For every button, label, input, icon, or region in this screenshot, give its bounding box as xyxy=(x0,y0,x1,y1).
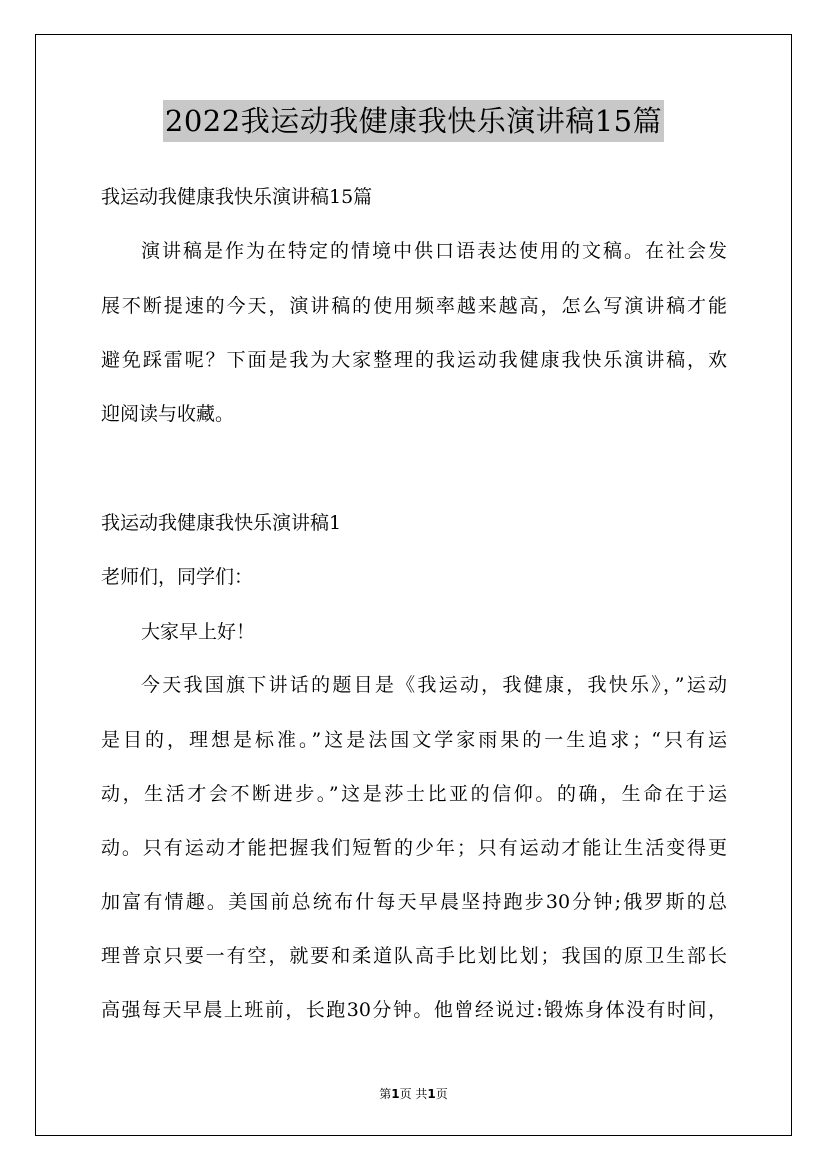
intro-line: 展不断提速的今天，演讲稿的使用频率越来越高，怎么写演讲稿才能 xyxy=(101,295,727,317)
body-line: 是目的，理想是标准。”这是法国文学家雨果的一生追求；“只有运 xyxy=(101,729,727,751)
intro-line: 迎阅读与收藏。 xyxy=(101,403,235,425)
body-line: 动。只有运动才能把握我们短暂的少年；只有运动才能让生活变得更 xyxy=(101,837,727,859)
page-label-mid: 页 共 xyxy=(399,1087,428,1101)
body-line: 动，生活才会不断进步。”这是莎士比亚的信仰。的确，生命在于运 xyxy=(101,783,727,805)
intro-line: 演讲稿是作为在特定的情境中供口语表达使用的文稿。在社会发 xyxy=(141,240,727,262)
intro-line: 避免踩雷呢？下面是我为大家整理的我运动我健康我快乐演讲稿，欢 xyxy=(101,349,727,371)
body-line: 加富有情趣。美国前总统布什每天早晨坚持跑步30分钟;俄罗斯的总 xyxy=(101,891,727,913)
greeting: 大家早上好！ xyxy=(141,621,256,643)
salutation: 老师们，同学们： xyxy=(101,566,254,588)
document-title-text: 2022我运动我健康我快乐演讲稿15篇 xyxy=(163,100,664,142)
body-line: 理普京只要一有空，就要和柔道队高手比划比划；我国的原卫生部长 xyxy=(101,945,727,967)
body-line: 高强每天早晨上班前，长跑30分钟。他曾经说过:锻炼身体没有时间， xyxy=(101,999,727,1021)
body-line: 今天我国旗下讲话的题目是《我运动，我健康，我快乐》，”运动 xyxy=(141,674,727,696)
page-current: 1 xyxy=(391,1087,400,1101)
page-label-prefix: 第 xyxy=(379,1087,392,1101)
document-subtitle: 我运动我健康我快乐演讲稿15篇 xyxy=(101,186,373,208)
document-title xyxy=(0,100,827,142)
page-label-suffix: 页 xyxy=(435,1087,448,1101)
section-heading: 我运动我健康我快乐演讲稿1 xyxy=(101,512,342,534)
page-total: 1 xyxy=(427,1087,436,1101)
page-footer xyxy=(0,1085,827,1102)
